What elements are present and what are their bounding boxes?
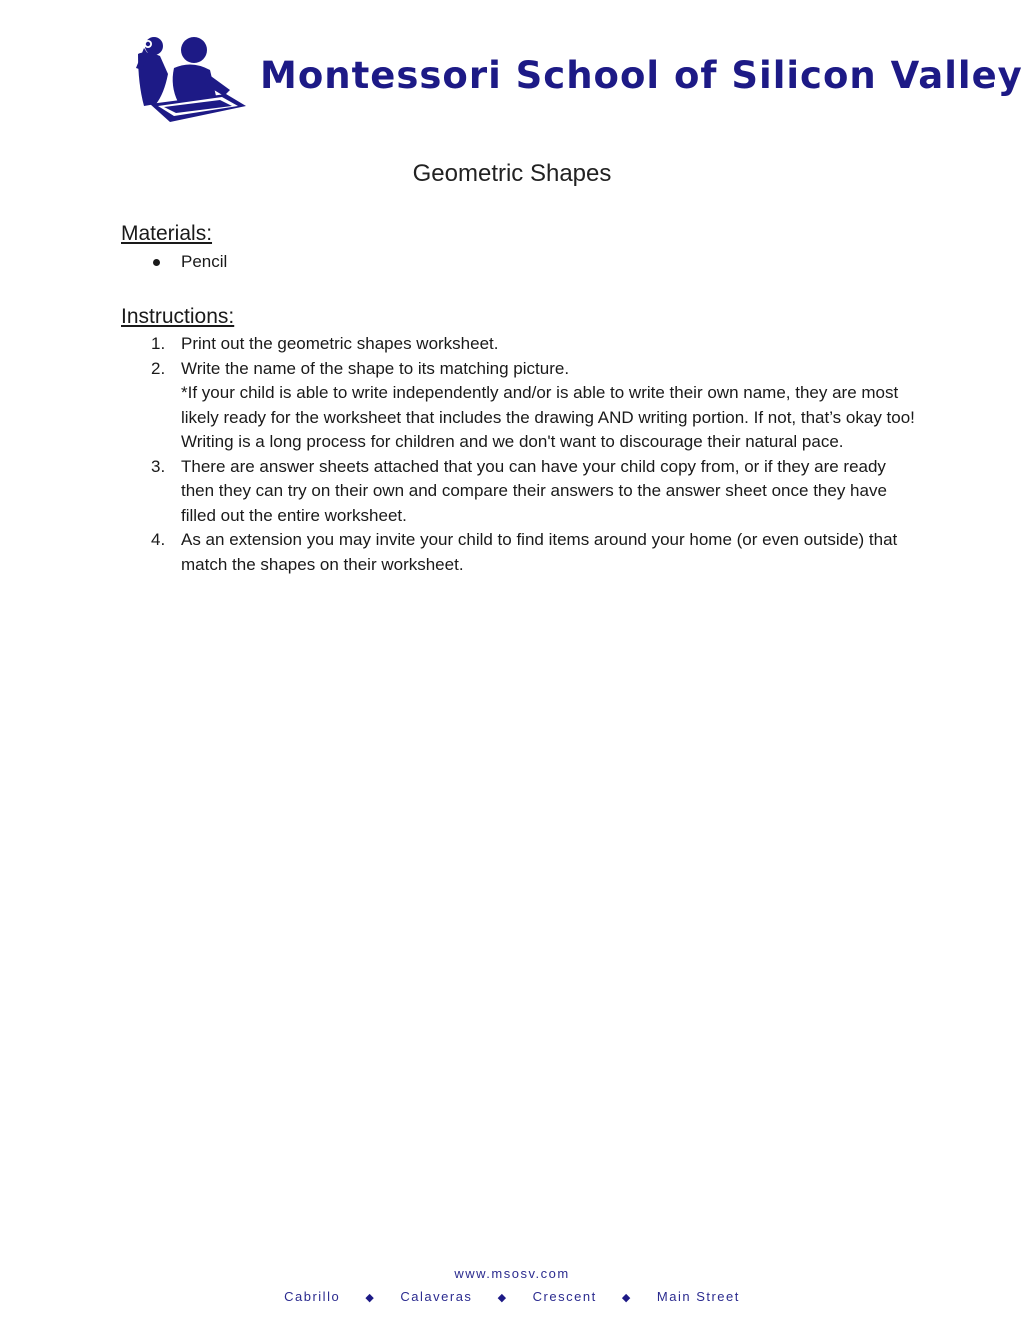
materials-list xyxy=(121,250,227,274)
step-number: 3. xyxy=(151,456,166,476)
material-label: Pencil xyxy=(181,252,228,271)
instructions-list xyxy=(121,332,921,577)
instructions-heading: Instructions: xyxy=(121,305,235,328)
step-note: *If your child is able to write independently and/or is able to write their own name, they are most likely ready for the worksheet that includes the drawing AND writing portion. If not, that’s okay too! Writing is a long process for children and we don't want to discourage their natural pace. xyxy=(181,383,915,451)
school-name: Montessori School of Silicon Valley xyxy=(260,54,1023,97)
list-item xyxy=(121,357,921,455)
step-text: As an extension you may invite your child to find items around your home (or even outside) that match the shapes on their worksheet. xyxy=(181,530,898,574)
page-title: Geometric Shapes xyxy=(412,160,612,187)
step-number: 2. xyxy=(151,358,166,378)
campus-list xyxy=(0,1289,1024,1304)
step-text: Write the name of the shape to its matching picture. xyxy=(181,358,570,378)
campus-crescent: Crescent xyxy=(532,1289,597,1304)
campus-calaveras: Calaveras xyxy=(400,1289,473,1304)
header xyxy=(134,34,1023,126)
step-number: 4. xyxy=(151,530,166,549)
diamond-icon: ◆ xyxy=(621,1292,632,1304)
list-item xyxy=(121,250,227,274)
list-item xyxy=(121,528,921,577)
step-number: 1. xyxy=(151,334,166,353)
diamond-icon: ◆ xyxy=(497,1292,508,1304)
bullet-icon xyxy=(153,259,160,266)
list-item xyxy=(121,332,921,357)
footer xyxy=(0,1266,1024,1304)
step-text: Print out the geometric shapes worksheet. xyxy=(181,334,499,353)
materials-heading: Materials: xyxy=(121,222,213,245)
campus-main-street: Main Street xyxy=(656,1289,740,1304)
campus-cabrillo: Cabrillo xyxy=(284,1289,341,1304)
list-item xyxy=(121,455,921,529)
step-text: There are answer sheets attached that you can have your child copy from, or if they are ready then they can try on their own and compare their answers to the answer sheet once they have filled out the entire worksheet. xyxy=(181,456,887,525)
website-link[interactable]: www.msosv.com xyxy=(454,1266,570,1281)
children-reading-logo-icon xyxy=(134,34,248,124)
diamond-icon: ◆ xyxy=(365,1292,376,1304)
